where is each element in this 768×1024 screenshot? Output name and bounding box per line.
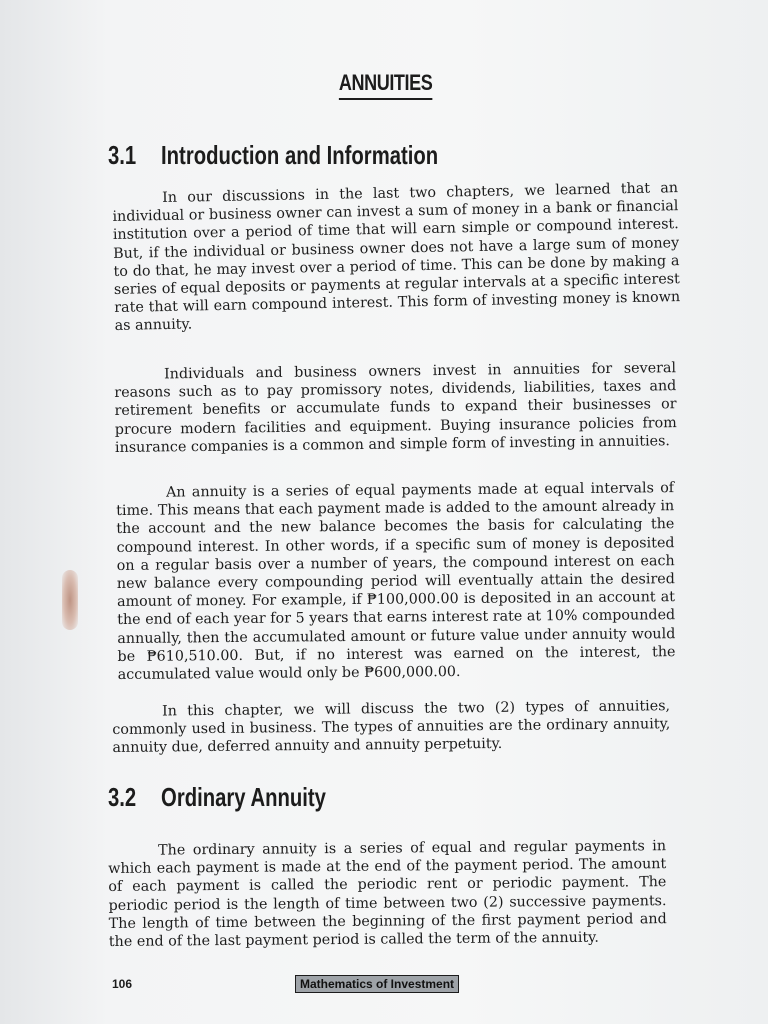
- paragraph: Individuals and business owners invest in annuities for several reasons such as to pay promissory notes, dividends, liabilities, taxes and retirement benefits or accumulate funds to expand their businesses or procure modern facilities and equipment. Buying insurance policies from insurance companies is a common and simple form of investing in annuities.: [114, 360, 677, 456]
- paragraph: The ordinary annuity is a series of equal and regular payments in which each payment is made at the end of the payment period. The amount of each payment is called the periodic rent or periodic payment. The periodic period is the length of time between two (2) successive payments. The length of time between the beginning of the first payment period and the end of the last payment period is called the term of the annuity.: [108, 838, 667, 951]
- section-number: 3.1: [108, 140, 137, 170]
- section-heading-3-2: [108, 782, 326, 813]
- page-number: 106: [112, 977, 133, 991]
- paragraph: An annuity is a series of equal payments made at equal intervals of time. This means that each payment made is added to the amount already in the account and the new balance becomes the basis for calculating the compound interest. In other words, if a specific sum of money is deposited on a regular basis over a number of years, the compound interest on each new balance every compounding period will eventually attain the desired amount of money. For example, if ₱100,000.00 is deposited in an account at the end of each year for 5 years that earns interest rate at 10% compounded annually, then the accumulated amount or future value under annuity would be ₱610,510.00. But, if no interest was earned on the interest, the accumulated value would only be ₱600,000.00.: [116, 480, 676, 684]
- paragraph: In this chapter, we will discuss the two (2) types of annuities, commonly used in business. The types of annuities are the ordinary annuity, annuity due, deferred annuity and annuity perpetuity.: [112, 698, 671, 757]
- thumb-shadow: [62, 570, 78, 630]
- paragraph: In our discussions in the last two chapters, we learned that an individual or business owner can invest a sum of money in a bank or financial institution over a period of time that will earn simple or compound interest. But, if the individual or business owner does not have a large sum of money to do that, he may invest over a period of time. This can be done by making a series of equal deposits or payments at regular intervals at a specific interest rate that will earn compound interest. This form of investing money is known as annuity.: [112, 180, 681, 335]
- section-title: Introduction and Information: [161, 140, 439, 170]
- section-title: Ordinary Annuity: [161, 782, 326, 812]
- chapter-title-text: ANNUITIES: [339, 70, 433, 100]
- section-heading-3-1: [108, 140, 438, 171]
- book-title-footer: Mathematics of Investment: [295, 975, 459, 993]
- section-number: 3.2: [108, 782, 137, 812]
- chapter-title: [71, 70, 701, 96]
